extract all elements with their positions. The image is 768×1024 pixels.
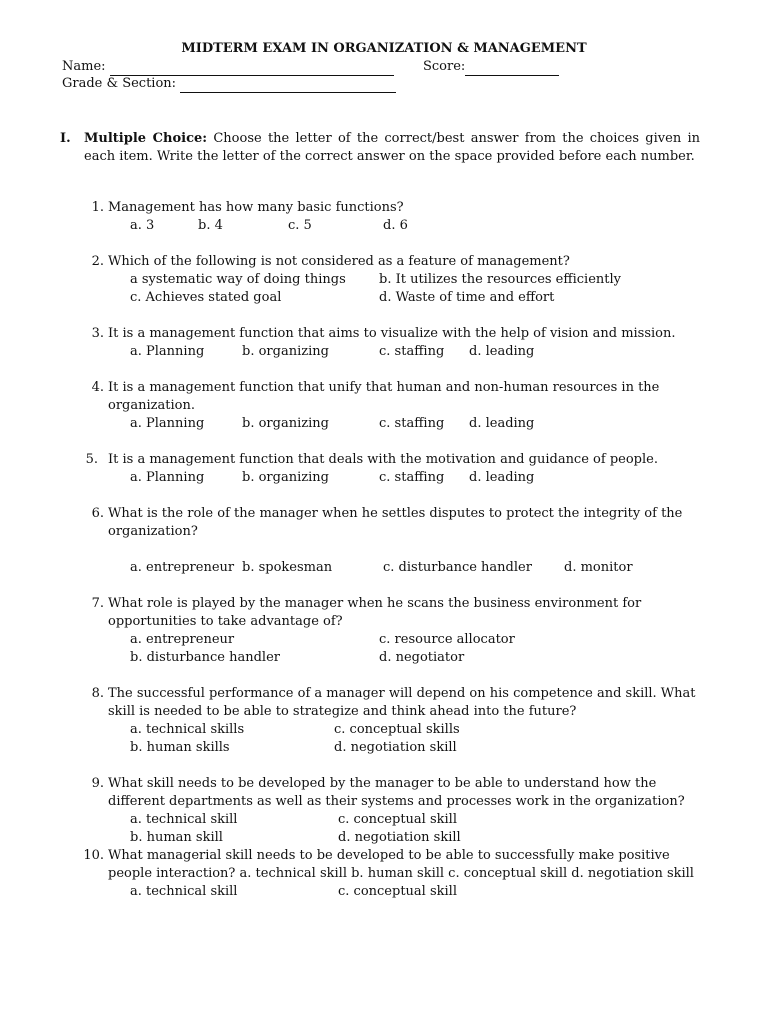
choice-a[interactable]: a. Planning — [130, 470, 205, 485]
question-number: 3. — [91, 326, 104, 341]
choice-b[interactable]: b. disturbance handler — [130, 650, 280, 665]
choice-a[interactable]: a. Planning — [130, 416, 205, 431]
question-8 — [80, 685, 700, 757]
question-text: It is a management function that unify that human and non-human resources in the organization. — [108, 380, 660, 413]
choice-a[interactable]: a. entrepreneur — [130, 560, 235, 575]
choice-c[interactable]: c. Achieves stated goal — [130, 290, 282, 305]
choice-c[interactable]: c. staffing — [379, 344, 445, 359]
choice-b[interactable]: b. human skills — [130, 740, 230, 755]
choice-b[interactable]: b. It utilizes the resources efficiently — [379, 272, 622, 287]
section-instructions: Choose the letter of the correct/best answer from the choices given in each item. Write the letter of the correct answer on the space provided before each number. — [84, 131, 700, 164]
choice-c[interactable]: c. 5 — [288, 218, 312, 233]
choice-d[interactable]: d. negotiation skill — [338, 830, 461, 845]
question-number: 2. — [91, 254, 104, 269]
choice-d[interactable]: d. monitor — [564, 560, 633, 575]
choice-c[interactable]: c. disturbance handler — [383, 560, 532, 575]
choices-row — [108, 289, 700, 307]
choices-row — [108, 649, 700, 667]
choices-row — [108, 883, 700, 901]
choice-c[interactable]: c. staffing — [379, 470, 445, 485]
choice-a[interactable]: a. Planning — [130, 344, 205, 359]
question-text: It is a management function that aims to visualize with the help of vision and mission. — [108, 326, 676, 341]
question-9 — [80, 775, 700, 847]
question-1 — [80, 199, 700, 235]
choices-row — [108, 829, 700, 847]
choice-d[interactable]: d. Waste of time and effort — [379, 290, 555, 305]
question-text: What managerial skill needs to be developed to be able to successfully make positive people interaction? a. technical skill b. human skill c. conceptual skill d. negotiation skill — [108, 848, 694, 881]
section-numeral: I. — [60, 131, 71, 146]
choice-c[interactable]: c. staffing — [379, 416, 445, 431]
choice-a[interactable]: a. entrepreneur — [130, 632, 235, 647]
choice-a[interactable]: a. technical skill — [130, 812, 238, 827]
choices-row — [108, 721, 700, 739]
choice-c[interactable]: c. conceptual skill — [338, 884, 457, 899]
question-6 — [80, 505, 700, 577]
choices-row — [108, 271, 700, 289]
score-label: Score: — [423, 59, 466, 74]
choice-d[interactable]: d. 6 — [383, 218, 408, 233]
name-label: Name: — [62, 59, 106, 74]
choice-b[interactable]: b. human skill — [130, 830, 223, 845]
question-10 — [80, 847, 700, 901]
score-field[interactable] — [423, 58, 559, 76]
choices-row — [108, 217, 700, 235]
question-number: 5. — [85, 452, 98, 467]
question-number: 7. — [91, 596, 104, 611]
choice-a[interactable]: a. 3 — [130, 218, 155, 233]
choice-d[interactable]: d. leading — [469, 344, 535, 359]
choices-row — [108, 811, 700, 829]
choice-c[interactable]: c. resource allocator — [379, 632, 515, 647]
question-7 — [80, 595, 700, 667]
choices-row — [108, 739, 700, 757]
choices-row — [108, 343, 700, 361]
choice-b[interactable]: b. organizing — [242, 416, 329, 431]
question-number: 6. — [91, 506, 104, 521]
choice-d[interactable]: d. leading — [469, 416, 535, 431]
choices-row — [108, 631, 700, 649]
question-2 — [80, 253, 700, 307]
question-number: 10. — [83, 848, 104, 863]
name-field[interactable] — [62, 58, 394, 76]
grade-section-blank[interactable] — [180, 79, 396, 93]
choice-a[interactable]: a systematic way of doing things — [130, 272, 346, 287]
choice-a[interactable]: a. technical skill — [130, 884, 238, 899]
choice-c[interactable]: c. conceptual skill — [338, 812, 457, 827]
choice-a[interactable]: a. technical skills — [130, 722, 245, 737]
question-number: 8. — [91, 686, 104, 701]
score-blank[interactable] — [465, 62, 559, 76]
question-text: Which of the following is not considered as a feature of management? — [108, 254, 570, 269]
question-5 — [80, 451, 700, 487]
question-number: 4. — [91, 380, 104, 395]
choices-row — [108, 415, 700, 433]
question-text: What skill needs to be developed by the manager to be able to understand how the different departments as well as their systems and processes work in the organization? — [108, 776, 685, 809]
question-number: 1. — [91, 200, 104, 215]
name-blank[interactable] — [110, 62, 394, 76]
question-3 — [80, 325, 700, 361]
exam-title: MIDTERM EXAM IN ORGANIZATION & MANAGEMENT — [181, 41, 587, 56]
section-instructions-block — [84, 130, 700, 166]
choice-d[interactable]: d. leading — [469, 470, 535, 485]
grade-section-label: Grade & Section: — [62, 76, 177, 91]
choices-row — [108, 469, 700, 487]
grade-section-field[interactable] — [62, 75, 396, 93]
choice-d[interactable]: d. negotiation skill — [334, 740, 457, 755]
choice-b[interactable]: b. spokesman — [242, 560, 333, 575]
choice-b[interactable]: b. organizing — [242, 344, 329, 359]
question-text: Management has how many basic functions? — [108, 200, 404, 215]
choice-c[interactable]: c. conceptual skills — [334, 722, 460, 737]
choice-b[interactable]: b. organizing — [242, 470, 329, 485]
choice-d[interactable]: d. negotiator — [379, 650, 465, 665]
choice-b[interactable]: b. 4 — [198, 218, 223, 233]
question-text: What is the role of the manager when he settles disputes to protect the integrity of the organization? — [108, 506, 683, 539]
question-4 — [80, 379, 700, 433]
question-text: It is a management function that deals with the motivation and guidance of people. — [108, 452, 658, 467]
question-text: The successful performance of a manager will depend on his competence and skill. What skill is needed to be able to strategize and think ahead into the future? — [108, 686, 696, 719]
question-number: 9. — [91, 776, 104, 791]
question-text: What role is played by the manager when he scans the business environment for opportunities to take advantage of? — [108, 596, 642, 629]
section-multiple-choice — [60, 130, 700, 166]
choices-row — [108, 559, 700, 577]
section-heading: Multiple Choice: — [84, 131, 208, 146]
